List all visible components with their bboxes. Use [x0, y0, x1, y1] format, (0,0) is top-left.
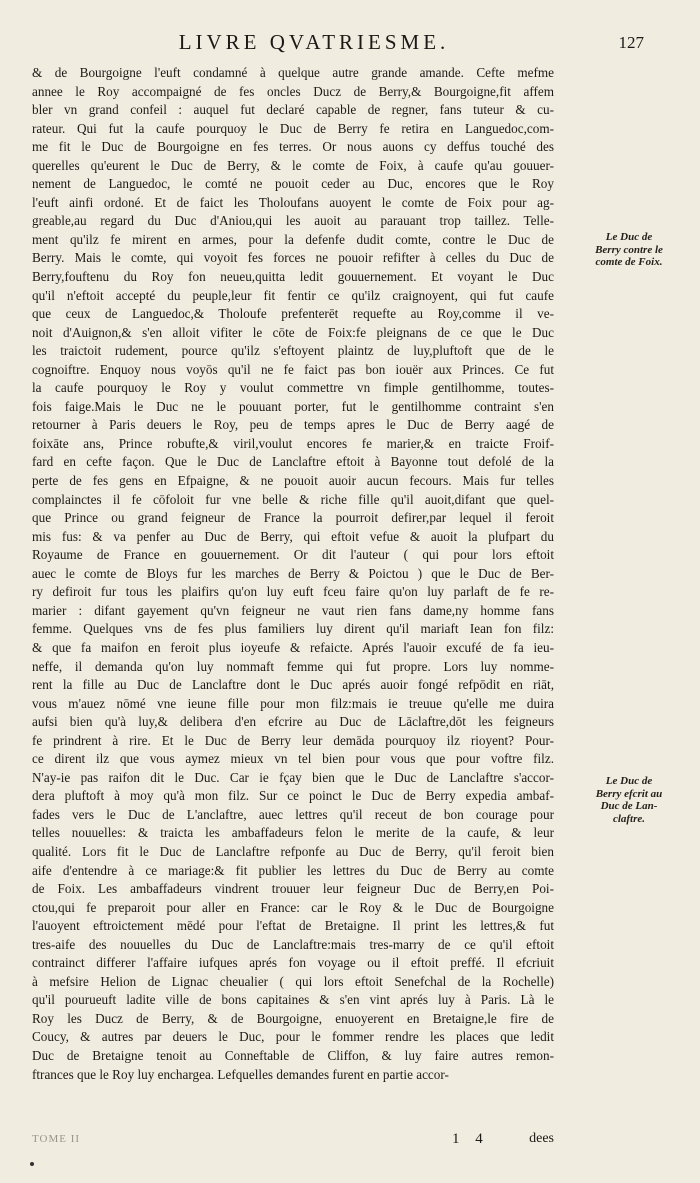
text-line: aufsi bien qu'à luy,& delibera d'en efcrire au Duc de Lāclaftre,dōt les feigneurs	[32, 714, 554, 730]
page-number: 127	[618, 33, 644, 52]
margin-note-line: Le Duc de	[605, 775, 653, 787]
text-line: Duc de Bretaigne tenoit au Conneftable de Cliffon, & luy faire autres remon-	[32, 1047, 554, 1063]
text-line: noit d'Auignon,& s'en alloit vifiter le cōte de Foix:fe pleignans de ce que le Duc	[32, 324, 554, 340]
text-line: les traictoit rudement, pource qu'ilz s'eftoyent plaintz de luy,pluftoft que de le	[32, 343, 554, 359]
text-line: la caufe pourquoy le Roy y voulut commettre vn fimple gentilhomme, toutes-	[32, 380, 554, 396]
text-line: qu'il n'eftoit accepté du peuple,leur fit fentir ce qu'ilz craignoyent, qui fut caufe	[32, 287, 554, 303]
ink-speck	[30, 1162, 34, 1166]
text-line: ry defiroit fur tous les plaifirs qu'on luy euft fceu faire qu'on luy parlaft de fe re-	[32, 584, 554, 600]
text-line: annee le Roy accompaigné de fes oncles Ducz de Berry,& Bourgoigne,fit affem	[32, 83, 554, 99]
text-line: me fit le Duc de Bourgoigne en fes terres. Or nous auons cy deffus touché des	[32, 139, 554, 155]
text-line: fades vers le Duc de L'anclaftre, auec lettres qu'il receut de bon courage pour	[32, 806, 554, 822]
text-line: tres-aife des nouuelles du Duc de Lanclaftre:mais tres-marry de ce qu'il eftoit	[32, 936, 554, 952]
text-line: l'auoyent eftroictement mēdé pour l'eftat de Bretaigne. Il print les lettres,& fut	[32, 918, 554, 934]
text-line: que ceux de Languedoc,& Tholoufe prefenterēt requefte au Roy,comme il ve-	[32, 306, 554, 322]
margin-note-line: Duc de Lan-	[600, 800, 658, 812]
text-line: fois faige.Mais le Duc ne le pouuant porter, fut le gentilhomme contraint s'en	[32, 398, 554, 414]
margin-note-line: Berry contre le	[595, 243, 663, 256]
text-line: qu'il pourueuft ladite ville de bons capitaines & s'en vint aprés luy à Paris. Là le	[32, 992, 554, 1008]
text-line: telles nouuelles: & traicta les ambaffadeurs felon le merite de la caufe, & leur	[32, 825, 554, 841]
margin-note-line: Berry efcrit au	[595, 787, 663, 800]
text-line: bler vn grand confeil : auquel fut declaré capable de regner, fans tuteur & cu-	[32, 102, 554, 118]
text-line: qualité. Lors fit le Duc de Lanclaftre refponfe au Duc de Berry, qu'il feroit bien	[32, 843, 554, 859]
text-line: neffe, il demanda qu'on luy nommaft femme qui fut propre. Lors luy nomme-	[32, 658, 554, 674]
text-line: mis fus: & va penfer au Duc de Berry, qui eftoit vefue & auoit la plufpart du	[32, 528, 554, 544]
page-header	[34, 30, 674, 60]
text-line: Coucy, & autres par deuers le Duc, pour le fommer rendre les places que ledit	[32, 1029, 554, 1045]
text-line: ftrances que le Roy luy enchargea. Lefquelles demandes furent en partie accor-	[32, 1066, 449, 1082]
text-line: Royaume de France en gouuernement. Or dit l'auteur ( qui pour lors eftoit	[32, 547, 554, 563]
text-line: auec le comte de Bloys fur les marches de Berry & Poictou ) que le Duc de Ber-	[32, 565, 554, 581]
text-line: Berry. Mais le comte, qui voyoit fes forces ne pouoir refifter à celles du Duc de	[32, 250, 554, 266]
body-text	[32, 64, 554, 1084]
text-line: contrainct differer l'affaire iufques aprés fon voyage ou il eftoit preffé. Il efcriuit	[32, 955, 554, 971]
margin-note-berry-efcrit	[566, 775, 692, 825]
text-line: ce dirent ilz que vous aymez mieux vn tel bien pour vous que pour voftre filz.	[32, 751, 554, 767]
text-line: N'ay-ie pas raifon dit le Duc. Car ie fçay bien que le Duc de Lanclaftre s'accor-	[32, 769, 554, 785]
gathering-mark: 1 4	[452, 1131, 489, 1147]
page-footer	[32, 1133, 554, 1155]
margin-note-line: comte de Foix.	[595, 256, 663, 268]
text-line: & que fa maifon en feroit plus ioyeufe & refaicte. Aprés l'auoir excufé de fa ieu-	[32, 639, 554, 655]
running-head: LIVRE QVATRIESME.	[178, 30, 450, 54]
text-line: Berry,fouftenu du Roy fon neueu,quitta ledit gouuernement. Et voyant le Duc	[32, 269, 554, 285]
signature-mark: TOME II	[32, 1133, 81, 1145]
text-line: femme. Quelques vns de fes plus familiers luy dirent qu'il mariaft Iean fon filz:	[32, 621, 554, 637]
margin-note-line: claftre.	[612, 812, 646, 825]
text-line: à mefsire Helion de Lignac cheualier ( qui lors eftoit Senefchal de la Rochelle)	[32, 973, 554, 989]
text-line: retourner à Paris deuers le Roy, peu de temps apres le Duc de Berry aagé de	[32, 417, 554, 433]
text-line: & de Bourgoigne l'euft condamné à quelque autre grande amande. Cefte mefme	[32, 65, 554, 80]
text-line: rateur. Qui fut la caufe pourquoy le Duc de Berry fe retira en Languedoc,com-	[32, 120, 554, 136]
text-line: vous m'auez nōmé vne ieune fille pour mon filz:mais ie treuue qu'elle me duira	[32, 695, 554, 711]
text-line: querelles qu'eurent le Duc de Berry, & le comte de Foix, à caufe qu'au gouuer-	[32, 157, 554, 173]
margin-note-line: Le Duc de	[605, 231, 653, 243]
text-line: que Prince ou grand feigneur de France la pourroit defirer,par lequel il feroit	[32, 510, 554, 526]
text-line: dera pluftoft à moy qu'à mon filz. Sur ce poinct le Duc de Berry expedia ambaf-	[32, 788, 554, 804]
text-line: marier : difant gayement qu'vn feigneur ne vaut rien fans dame,ny homme fans	[32, 602, 554, 618]
text-line: perte de fes gens en Efpaigne, & ne pouoit auoir aucun fecours. Mais fur telles	[32, 473, 554, 489]
text-line: nement de Languedoc, le comté ne pouoit ceder au Duc, encores que le Roy	[32, 176, 554, 192]
text-line: aife d'entendre à ce mariage:& fit publier les lettres du Duc de Berry au comte	[32, 862, 554, 878]
text-line: ctou,qui fe preparoit pour aller en France: car le Roy & le Duc de Bourgoigne	[32, 899, 554, 915]
text-line: cognoiftre. Enquoy nous voyōs qu'il ne fe faict pas bon iouër aux Princes. Ce fut	[32, 361, 554, 377]
text-line: fe prindrent à rire. Et le Duc de Berry leur demāda pourquoy ilz rioyent? Pour-	[32, 732, 554, 748]
text-line: l'euft ainfi ordoné. Et de faict les Tholoufans auoyent le comte de Foix pour ag-	[32, 194, 554, 210]
text-line: Roy les Ducz de Berry, & de Bourgoigne, enuoyerent en Bretaigne,le fire de	[32, 1010, 554, 1026]
text-line: ment qu'ilz fe mirent en armes, pour la defenfe dudit comte, contre le Duc de	[32, 231, 554, 247]
text-line: fard en cefte façon. Que le Duc de Lanclaftre eftoit à Bayonne tout defolé de la	[32, 454, 554, 470]
text-line: rent la fille au Duc de Lanclaftre dont le Duc aprés auoir fongé refpōdit en riāt,	[32, 677, 554, 693]
margin-note-berry-contre-foix	[566, 231, 692, 269]
text-line: complainctes il fe cōfoloit fur vne belle & riche fille qu'il auoit,difant que quel-	[32, 491, 554, 507]
text-line: foixāte ans, Prince robufte,& viril,voulut encores fe marier,& en traicte Froif-	[32, 435, 554, 451]
text-line: de Foix. Les ambaffadeurs vindrent trouuer leur feigneur Duc de Berry,en Poi-	[32, 881, 554, 897]
catchword: dees	[529, 1131, 554, 1146]
text-line: greable,au regard du Duc d'Aniou,qui les auoit au parauant trop taillez. Telle-	[32, 213, 554, 229]
